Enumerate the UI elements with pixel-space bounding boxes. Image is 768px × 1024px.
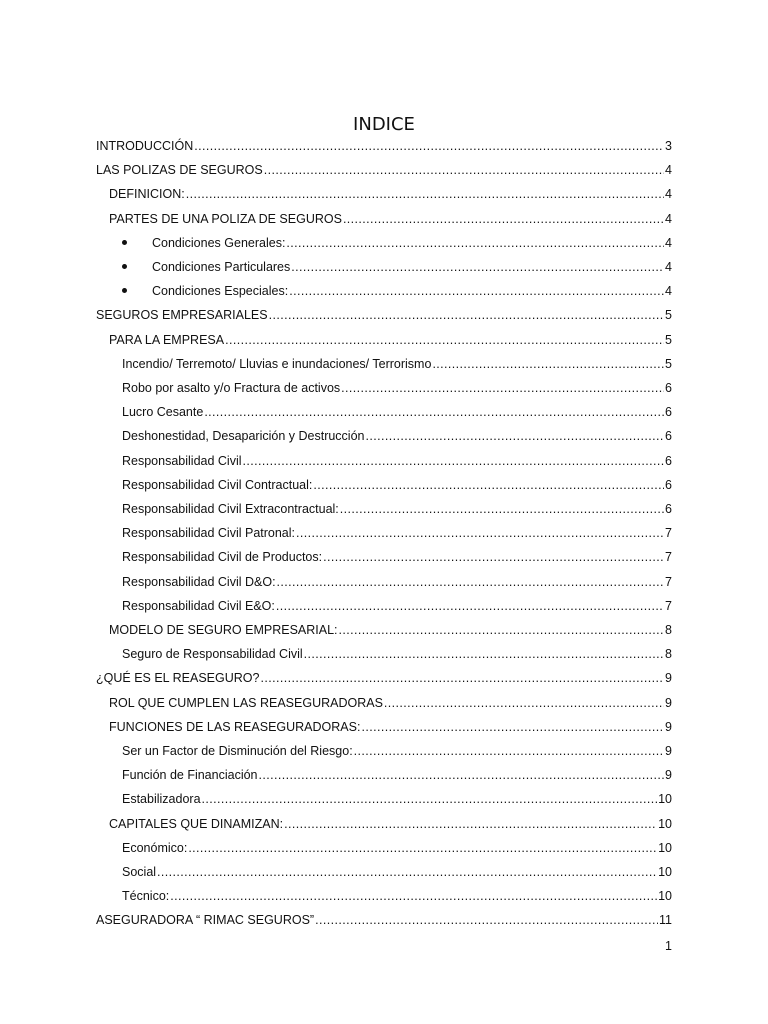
- toc-entry-label: MODELO DE SEGURO EMPRESARIAL:: [109, 623, 338, 637]
- toc-entry[interactable]: [122, 449, 672, 473]
- toc-dot-leader: [259, 763, 665, 787]
- toc-dot-leader: [157, 860, 657, 884]
- toc-entry-page: 6: [665, 405, 672, 420]
- toc-entry[interactable]: [152, 255, 672, 279]
- toc-entry-page: 5: [665, 308, 672, 323]
- toc-entry[interactable]: [122, 424, 672, 448]
- toc-entry-label: Responsabilidad Civil E&O:: [122, 598, 275, 613]
- toc-entry[interactable]: [122, 400, 672, 424]
- toc-dot-leader: [188, 836, 657, 860]
- toc-dot-leader: [366, 424, 665, 448]
- toc-entry-page: 10: [658, 792, 672, 807]
- toc-entry-label: SEGUROS EMPRESARIALES: [96, 308, 268, 323]
- toc-entry-page: 9: [665, 768, 672, 783]
- toc-entry-page: 4: [665, 284, 672, 299]
- toc-dot-leader: [361, 715, 664, 739]
- toc-entry[interactable]: [109, 182, 672, 206]
- toc-entry-page: 7: [665, 526, 672, 541]
- toc-entry[interactable]: [96, 908, 672, 932]
- toc-entry-page: 3: [665, 139, 672, 153]
- page-number: 1: [665, 939, 672, 953]
- toc-entry-page: 6: [665, 502, 672, 516]
- toc-entry[interactable]: [109, 715, 672, 739]
- toc-entry[interactable]: [122, 352, 672, 376]
- toc-dot-leader: [186, 182, 664, 206]
- toc-entry-page: 9: [665, 671, 672, 686]
- toc-dot-leader: [291, 255, 664, 279]
- toc-entry[interactable]: [122, 376, 672, 400]
- toc-entry[interactable]: [122, 787, 672, 811]
- toc-entry-label: Responsabilidad Civil D&O:: [122, 574, 276, 589]
- toc-entry[interactable]: [122, 473, 672, 497]
- toc-entry[interactable]: [152, 231, 672, 255]
- toc-entry-label: Robo por asalto y/o Fractura de activos: [122, 381, 341, 395]
- toc-dot-leader: [313, 473, 664, 497]
- toc-entry-page: 7: [665, 574, 672, 589]
- toc-entry[interactable]: [122, 545, 672, 569]
- toc-dot-leader: [269, 303, 664, 327]
- toc-dot-leader: [204, 400, 664, 424]
- toc-entry-label: ASEGURADORA “ RIMAC SEGUROS”: [96, 913, 315, 928]
- toc-entry[interactable]: [96, 134, 672, 158]
- toc-dot-leader: [341, 376, 664, 400]
- toc-entry[interactable]: [122, 763, 672, 787]
- toc-dot-leader: [194, 134, 664, 158]
- toc-entry[interactable]: [122, 884, 672, 908]
- toc-entry-label: Responsabilidad Civil Patronal:: [122, 526, 296, 541]
- toc-dot-leader: [264, 158, 664, 182]
- toc-entry-page: 4: [665, 211, 672, 226]
- toc-entry-label: PARA LA EMPRESA: [109, 332, 225, 347]
- toc-entry[interactable]: [109, 812, 672, 836]
- toc-dot-leader: [286, 231, 664, 255]
- toc-entry-page: 9: [665, 744, 672, 758]
- toc-dot-leader: [225, 328, 664, 352]
- toc-entry-label: CAPITALES QUE DINAMIZAN:: [109, 816, 284, 831]
- bullet-icon: [122, 288, 127, 293]
- toc-entry-page: 4: [665, 187, 672, 202]
- toc-dot-leader: [170, 884, 657, 908]
- toc-entry-label: PARTES DE UNA POLIZA DE SEGUROS: [109, 211, 342, 226]
- toc-entry[interactable]: [122, 521, 672, 545]
- toc-dot-leader: [315, 908, 658, 932]
- toc-entry[interactable]: [122, 497, 672, 521]
- toc-entry-page: 9: [665, 719, 672, 734]
- toc-entry-page: 8: [665, 647, 672, 662]
- toc-entry[interactable]: [152, 279, 672, 303]
- toc-entry-label: Seguro de Responsabilidad Civil: [122, 647, 303, 662]
- toc-entry[interactable]: [122, 860, 672, 884]
- toc-entry-label: Responsabilidad Civil: [122, 453, 242, 468]
- toc-dot-leader: [354, 739, 664, 763]
- toc-entry-label: Social: [122, 865, 157, 879]
- toc-dot-leader: [276, 594, 664, 618]
- page-title: INDICE: [353, 114, 415, 135]
- toc-dot-leader: [277, 570, 665, 594]
- toc-entry-page: 4: [665, 235, 672, 250]
- bullet-icon: [122, 264, 127, 269]
- toc-entry-label: Condiciones Generales:: [152, 235, 286, 250]
- toc-entry-page: 5: [665, 332, 672, 347]
- toc-entry-page: 5: [665, 356, 672, 371]
- toc-dot-leader: [243, 449, 665, 473]
- toc-entry[interactable]: [109, 328, 672, 352]
- toc-entry[interactable]: [122, 594, 672, 618]
- toc-dot-leader: [343, 207, 664, 231]
- toc-dot-leader: [202, 787, 658, 811]
- toc-entry[interactable]: [96, 158, 672, 182]
- toc-entry[interactable]: [122, 739, 672, 763]
- toc-entry-page: 10: [658, 889, 672, 904]
- toc-entry-label: Responsabilidad Civil de Productos:: [122, 550, 323, 565]
- toc-entry-page: 9: [665, 695, 672, 710]
- toc-entry-label: Condiciones Particulares: [152, 260, 291, 274]
- toc-entry-page: 7: [665, 550, 672, 565]
- toc-dot-leader: [432, 352, 664, 376]
- toc-entry[interactable]: [122, 570, 672, 594]
- bullet-icon: [122, 240, 127, 245]
- toc-dot-leader: [284, 812, 657, 836]
- toc-entry-label: Incendio/ Terremoto/ Lluvias e inundaciones/ Terrorismo: [122, 356, 432, 371]
- toc-dot-leader: [296, 521, 664, 545]
- toc-entry-label: Técnico:: [122, 889, 170, 904]
- toc-entry-label: FUNCIONES DE LAS REASEGURADORAS:: [109, 719, 361, 734]
- toc-dot-leader: [260, 666, 664, 690]
- toc-entry-label: Estabilizadora: [122, 792, 201, 807]
- toc-entry-page: 11: [659, 913, 672, 928]
- toc-entry-page: 4: [665, 163, 672, 178]
- toc-entry-page: 6: [665, 477, 672, 492]
- toc-dot-leader: [339, 618, 665, 642]
- toc-entry-label: Responsabilidad Civil Extracontractual:: [122, 502, 339, 516]
- toc-entry-label: INTRODUCCIÓN: [96, 139, 194, 153]
- toc-entry-label: Económico:: [122, 840, 188, 855]
- toc-dot-leader: [340, 497, 664, 521]
- toc-entry-label: ¿QUÉ ES EL REASEGURO?: [96, 671, 260, 686]
- toc-entry-page: 6: [665, 381, 672, 395]
- toc-entry-label: Función de Financiación: [122, 768, 258, 783]
- toc-dot-leader: [323, 545, 664, 569]
- toc-entry[interactable]: [109, 207, 672, 231]
- toc-dot-leader: [289, 279, 664, 303]
- toc-entry-label: Deshonestidad, Desaparición y Destrucción: [122, 429, 365, 444]
- toc-dot-leader: [304, 642, 664, 666]
- toc-entry-label: Condiciones Especiales:: [152, 284, 289, 299]
- toc-entry-label: ROL QUE CUMPLEN LAS REASEGURADORAS: [109, 695, 383, 710]
- toc-entry[interactable]: [109, 618, 672, 642]
- toc-entry[interactable]: [96, 303, 672, 327]
- toc-entry-page: 4: [665, 260, 672, 274]
- toc-entry[interactable]: [122, 836, 672, 860]
- toc-entry-page: 8: [665, 623, 672, 637]
- toc-entry[interactable]: [122, 642, 672, 666]
- toc-entry-label: DEFINICION:: [109, 187, 185, 202]
- toc-entry-label: Ser un Factor de Disminución del Riesgo:: [122, 744, 353, 758]
- toc-entry-label: Lucro Cesante: [122, 405, 204, 420]
- toc-entry-page: 6: [665, 453, 672, 468]
- toc-entry-page: 7: [665, 598, 672, 613]
- toc-entry-page: 10: [658, 816, 672, 831]
- toc-entry[interactable]: [96, 666, 672, 690]
- toc-entry-page: 10: [658, 865, 672, 879]
- toc-entry[interactable]: [109, 691, 672, 715]
- toc-entry-label: LAS POLIZAS DE SEGUROS: [96, 163, 263, 178]
- toc-entry-page: 10: [658, 840, 672, 855]
- toc-entry-label: Responsabilidad Civil Contractual:: [122, 477, 313, 492]
- toc-entry-page: 6: [665, 429, 672, 444]
- toc-dot-leader: [384, 691, 664, 715]
